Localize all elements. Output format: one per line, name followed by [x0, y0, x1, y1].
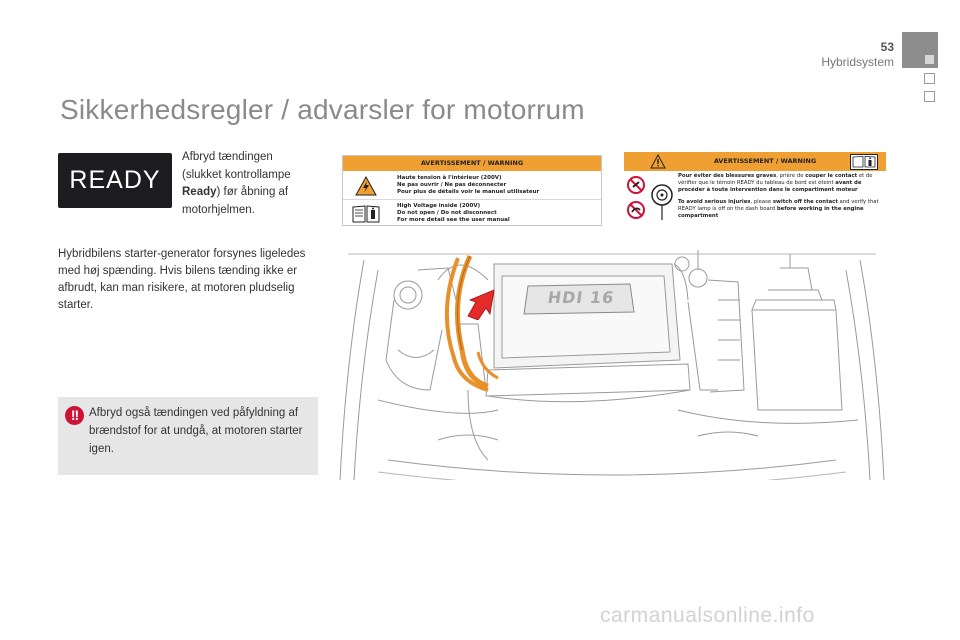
prohibited-tool-icon: [626, 174, 646, 229]
fr-text-1: , prière de: [776, 173, 806, 179]
note-text: Afbryd også tændingen ved påfyldning af brændstof for at undgå, at motoren starter igen.: [89, 407, 303, 455]
warning-text-french: Haute tension à l'intérieur (200V) Ne pas ouvrir / Ne pas déconnecter Pour plus de détails voir le manuel utilisateur: [397, 175, 540, 195]
section-name: Hybridsystem: [821, 55, 894, 69]
ready-badge: [58, 153, 172, 208]
page-number: 53: [880, 40, 894, 54]
engine-cover-text: HDI 16: [546, 288, 616, 307]
warning-label-header: AVERTISSEMENT / WARNING: [624, 152, 886, 171]
section-tab: [902, 32, 938, 68]
warning-row-french: [343, 172, 601, 200]
en-bold-1: To avoid serious injuries: [678, 199, 751, 205]
warning-label-high-voltage: [342, 155, 602, 226]
nav-square-2: [924, 91, 935, 102]
en-text-1: , please: [750, 199, 773, 205]
engine-compartment-illustration: [338, 240, 886, 480]
book-manual-icon: [349, 203, 383, 224]
warning-text-english: [678, 199, 883, 220]
square-icon: [925, 55, 934, 64]
warning-label-procedure: [624, 152, 886, 224]
en-text-2: and verify that READY lamp is off on the dash board: [678, 199, 879, 212]
warning-label-header: AVERTISSEMENT / WARNING: [343, 156, 601, 171]
body-paragraph: Hybridbilens starter-generator forsynes ligeledes med høj spænding. Hvis bilens tænding ikke er afbrudt, kan man risikere, at motoren pludselig starter.: [58, 248, 306, 311]
red-arrow-icon: [464, 288, 504, 325]
warning-text-english: High Voltage inside (200V) Do not open / Do not disconnect For more detail see the user manual: [397, 203, 510, 223]
ready-label: READY: [69, 166, 161, 194]
en-bold-3: before working in the engine compartment: [678, 206, 864, 219]
alert-icon: !!: [65, 406, 84, 425]
nav-square-1: [924, 73, 935, 84]
en-bold-2: switch off the contact: [772, 199, 838, 205]
watermark: carmanualsonline.info: [600, 604, 815, 627]
fr-text-2: et de vérifier que le témoin READY du tableau de bord est éteint: [678, 173, 873, 186]
page-title: Sikkerhedsregler / advarsler for motorrum: [60, 94, 585, 125]
fr-bold-3: avant de procéder à toute intervention dans le compartiment moteur: [678, 180, 862, 193]
fr-bold-1: Pour éviter des blessures graves: [678, 173, 777, 179]
warning-row-english: [343, 200, 601, 227]
warning-text-french: [678, 173, 883, 194]
cable-coil-icon: [648, 176, 676, 227]
note-box: [58, 397, 318, 475]
book-manual-icon: [850, 154, 878, 175]
intro-text: [182, 149, 312, 219]
fr-bold-2: couper le contact: [805, 173, 858, 179]
lightning-warning-icon: [349, 175, 383, 196]
intro-part-2: ) før åbning af motorhjelmen.: [182, 186, 289, 216]
warning-triangle-icon: [650, 154, 666, 174]
intro-part-1: Afbryd tændingen (slukket kontrollampe: [182, 151, 291, 181]
intro-bold: Ready: [182, 186, 217, 198]
